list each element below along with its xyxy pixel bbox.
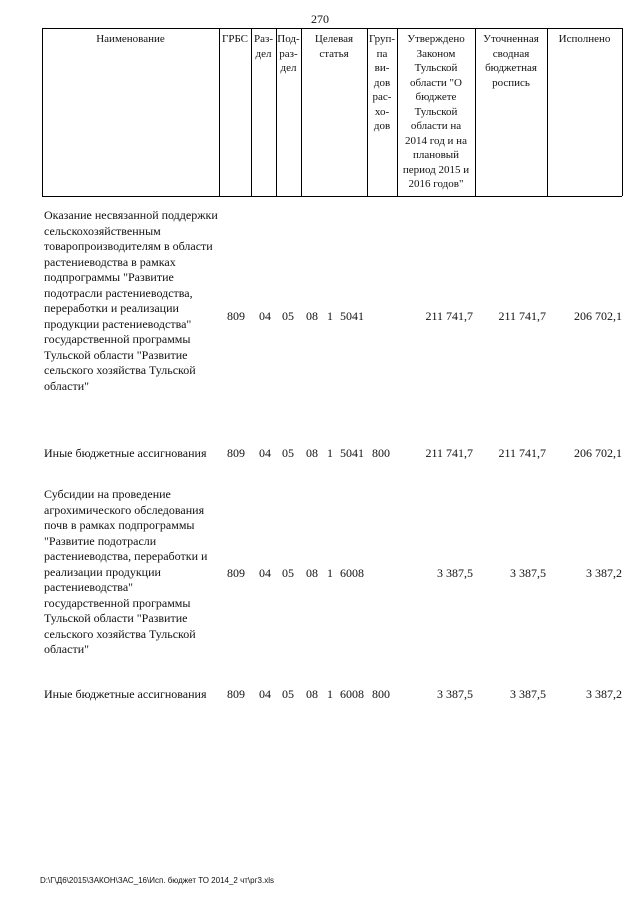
row-target-code: 6008	[340, 687, 364, 701]
row-razdel: 04	[259, 446, 271, 460]
row-target-sub: 1	[327, 687, 333, 701]
header-name: Наименование	[96, 33, 165, 45]
header-revised: Уточненная сводная бюджетная роспись	[483, 33, 539, 89]
row-name: Иные бюджетные ассигнования	[44, 446, 207, 460]
row-grbs: 809	[227, 687, 245, 701]
row-target-program: 08	[306, 309, 318, 323]
row-target-code: 5041	[340, 309, 364, 323]
row-target-sub: 1	[327, 566, 333, 580]
row-podrazdel: 05	[282, 566, 294, 580]
row-name: Оказание несвязанной поддержки сельскохозяйственным товаропроизводителям в области растениеводства в рамках подпрограммы "Развитие подотрасли растениеводства, переработки и реализации продукции растениеводства" государственной программы Тульской области "Развитие сельского хозяйства Тульской области"	[44, 208, 218, 393]
header-target: Целевая статья	[314, 33, 354, 60]
row-target-sub: 1	[327, 309, 333, 323]
row-executed: 3 387,2	[586, 566, 622, 580]
row-target-program: 08	[306, 566, 318, 580]
page-number: 270	[311, 12, 329, 26]
row-approved: 3 387,5	[437, 566, 473, 580]
row-revised: 211 741,7	[498, 309, 546, 323]
header-group: Груп- па ви- дов рас- хо- дов	[368, 33, 396, 132]
row-grbs: 809	[227, 446, 245, 460]
row-grbs: 809	[227, 566, 245, 580]
row-podrazdel: 05	[282, 446, 294, 460]
row-name: Субсидии на проведение агрохимического обследования почв в рамках подпрограммы "Развитие подотрасли растениеводства, переработки и реализации продукции растениеводства" государственной программы Тульской области "Развитие сельского хозяйства Тульской области"	[44, 487, 208, 656]
row-target-code: 5041	[340, 446, 364, 460]
row-podrazdel: 05	[282, 687, 294, 701]
row-razdel: 04	[259, 309, 271, 323]
row-grbs: 809	[227, 309, 245, 323]
row-approved: 211 741,7	[425, 446, 473, 460]
header-podrazdel: Под- раз- дел	[277, 33, 300, 74]
row-executed: 206 702,1	[574, 309, 622, 323]
row-razdel: 04	[259, 566, 271, 580]
row-name: Иные бюджетные ассигнования	[44, 687, 207, 701]
row-approved: 3 387,5	[437, 687, 473, 701]
row-target-program: 08	[306, 446, 318, 460]
header-executed: Исполнено	[558, 33, 611, 45]
row-revised: 211 741,7	[498, 446, 546, 460]
row-revised: 3 387,5	[510, 566, 546, 580]
header-approved: Утверждено Законом Тульской области "О бюджете Тульской области на 2014 год и на плановый период 2015 и 2016 годов"	[402, 33, 470, 190]
row-approved: 211 741,7	[425, 309, 473, 323]
row-razdel: 04	[259, 687, 271, 701]
row-group: 800	[372, 687, 390, 701]
row-target-sub: 1	[327, 446, 333, 460]
row-podrazdel: 05	[282, 309, 294, 323]
header-grbs: ГРБС	[221, 33, 249, 45]
row-target-code: 6008	[340, 566, 364, 580]
row-group: 800	[372, 446, 390, 460]
header-razdel: Раз- дел	[253, 33, 273, 60]
row-revised: 3 387,5	[510, 687, 546, 701]
row-executed: 3 387,2	[586, 687, 622, 701]
file-path-footer: D:\Г\Д6\2015\ЗАКОН\ЗАС_16\Исп. бюджет ТО 2014_2 чт\рг3.xls	[40, 876, 274, 885]
row-target-program: 08	[306, 687, 318, 701]
row-executed: 206 702,1	[574, 446, 622, 460]
